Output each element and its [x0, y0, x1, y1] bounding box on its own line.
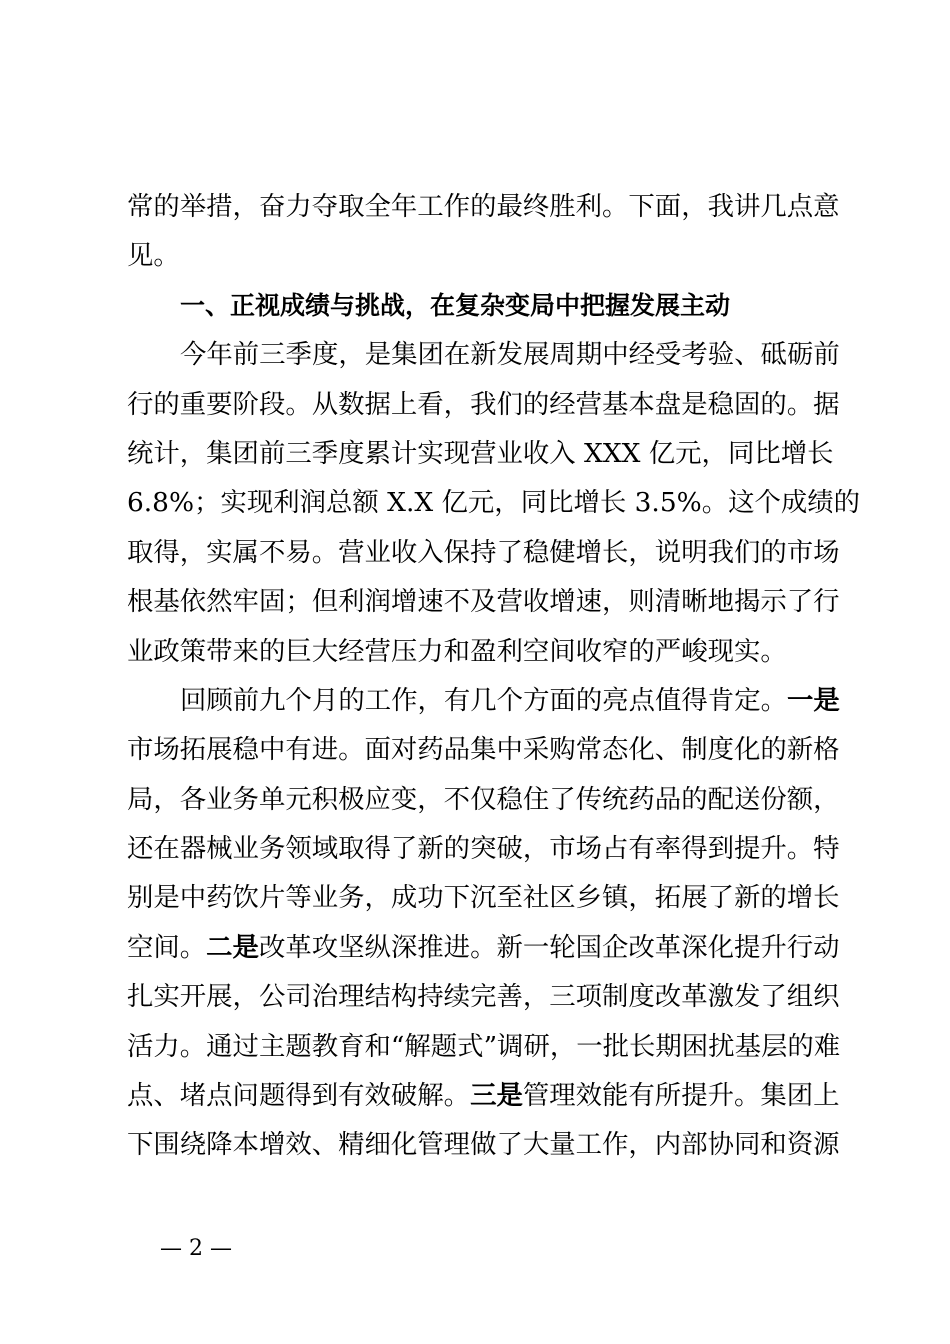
paragraph-line	[127, 676, 840, 725]
paragraph-line: 市场拓展稳中有进。面对药品集中采购常态化、制度化的新格	[127, 734, 840, 766]
paragraph-line: 局，各业务单元积极应变，不仅稳住了传统药品的配送份额，	[127, 783, 840, 815]
paragraph-line: 常的举措，奋力夺取全年工作的最终胜利。下面，我讲几点意	[127, 191, 840, 222]
paragraph-line: 今年前三季度，是集团在新发展周期中经受考验、砥砺前	[180, 339, 840, 371]
page-number: — 2 —	[160, 1236, 232, 1261]
paragraph-line: 下围绕降本增效、精细化管理做了大量工作，内部协同和资源	[127, 1129, 840, 1161]
paragraph-line: 取得，实属不易。营业收入保持了稳健增长，说明我们的市场	[127, 536, 840, 568]
document-body	[127, 182, 861, 1170]
paragraph-line	[127, 923, 840, 972]
section-heading: 一、正视成绩与挑战，在复杂变局中把握发展主动	[180, 290, 731, 320]
paragraph-line: 6.8%；实现利润总额 X.X 亿元，同比增长 3.5%。这个成绩的	[127, 487, 861, 519]
paragraph-line: 还在器械业务领域取得了新的突破，市场占有率得到提升。特	[127, 833, 840, 865]
emphasis-text: 二是	[206, 931, 259, 963]
paragraph-line: 行的重要阶段。从数据上看，我们的经营基本盘是稳固的。据	[127, 388, 840, 420]
paragraph-line: 统计，集团前三季度累计实现营业收入 XXX 亿元，同比增长	[127, 437, 834, 469]
emphasis-text: 三是	[470, 1080, 523, 1112]
paragraph-line: 根基依然牢固；但利润增速不及营收增速，则清晰地揭示了行	[127, 586, 840, 618]
paragraph-line: 扎实开展，公司治理结构持续完善，三项制度改革激发了组织	[127, 981, 840, 1013]
paragraph-line: 业政策带来的巨大经营压力和盈利空间收窄的严峻现实。	[127, 635, 787, 667]
paragraph-line: 见。	[127, 240, 180, 272]
paragraph-line: 活力。通过主题教育和“解题式”调研，一批长期困扰基层的难	[127, 1030, 841, 1062]
paragraph-text: 点、堵点问题得到有效破解。	[127, 1080, 471, 1112]
paragraph-line: 别是中药饮片等业务，成功下沉至社区乡镇，拓展了新的增长	[127, 882, 840, 914]
emphasis-text: 一是	[786, 684, 840, 716]
paragraph-text: 回顾前九个月的工作，有几个方面的亮点值得肯定。	[180, 684, 787, 716]
paragraph-text: 管理效能有所提升。集团上	[522, 1080, 840, 1112]
paragraph-text: 空间。	[127, 931, 207, 963]
paragraph-text: 改革攻坚纵深推进。新一轮国企改革深化提升行动	[258, 931, 840, 963]
paragraph-line	[127, 1071, 840, 1120]
